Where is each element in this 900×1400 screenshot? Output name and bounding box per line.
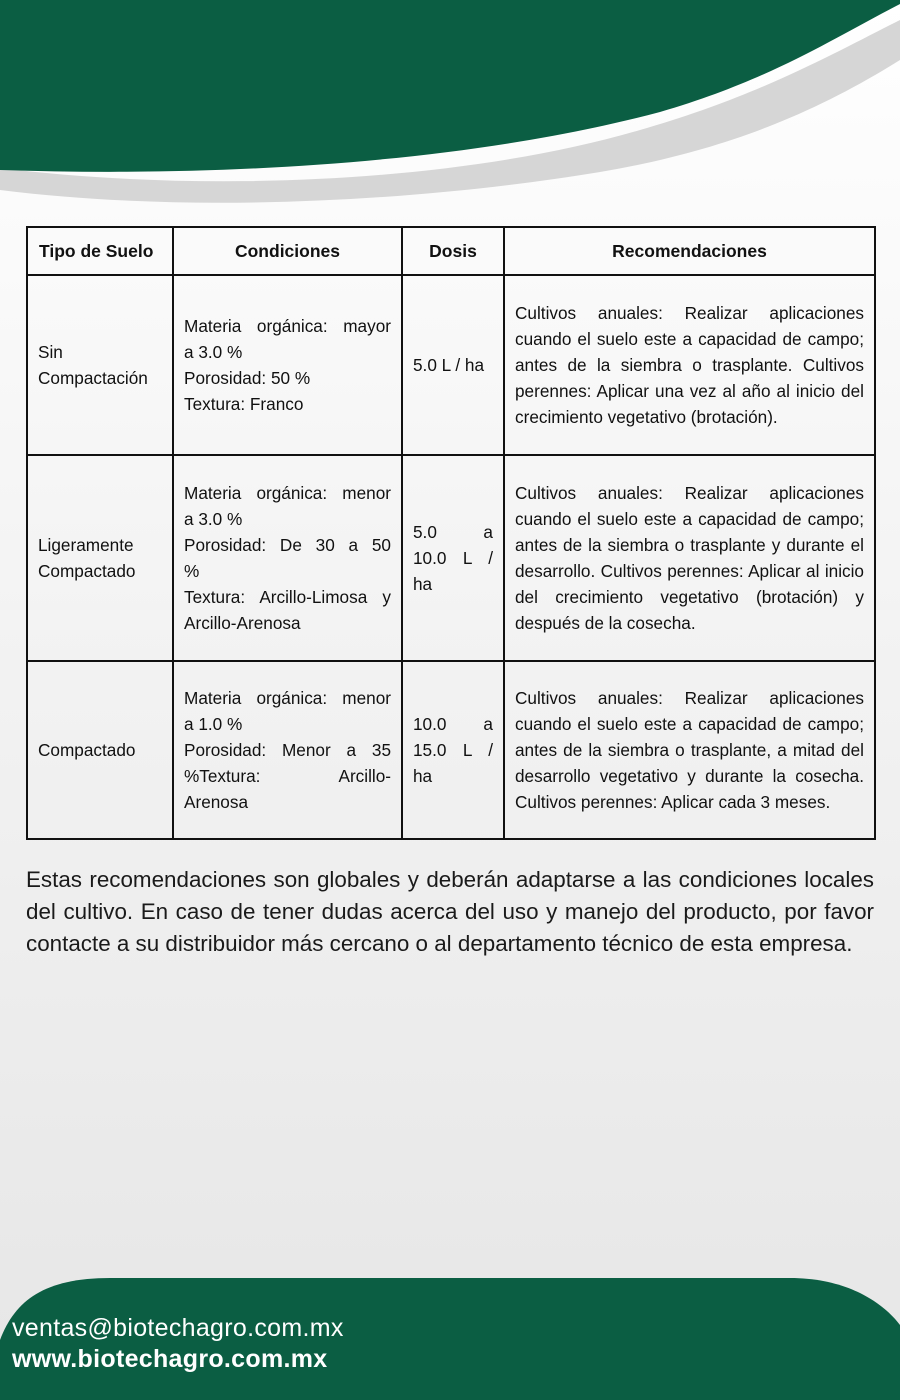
cell-condiciones <box>173 661 402 839</box>
cell-line: Textura: Franco <box>184 394 304 414</box>
cell-line: Arcillo-Arenosa <box>184 613 301 633</box>
cell-line: a 1.0 % <box>184 714 243 734</box>
cell-line: Materia orgánica: mayor <box>184 316 391 336</box>
dosage-table <box>26 226 876 840</box>
cell-line: 5.0 L / ha <box>413 355 485 375</box>
cell-tipo-suelo <box>27 661 173 839</box>
table-header-row <box>27 227 875 275</box>
cell-dosis <box>402 275 504 455</box>
table-row <box>27 661 875 839</box>
table-row <box>27 275 875 455</box>
cell-line: 15.0 L / <box>413 740 493 760</box>
cell-line: Materia orgánica: menor <box>184 688 391 708</box>
cell-line: Compactación <box>38 368 148 388</box>
cell-line: Ligeramente <box>38 535 134 555</box>
cell-line: a 3.0 % <box>184 342 243 362</box>
header-tipo-suelo: Tipo de Suelo <box>27 227 173 275</box>
cell-line: a 3.0 % <box>184 509 243 529</box>
cell-line: Textura: Arcillo-Limosa y <box>184 587 391 607</box>
header-wave <box>0 0 900 215</box>
cell-condiciones <box>173 455 402 661</box>
cell-line: Arenosa <box>184 792 249 812</box>
footer-email-link[interactable]: ventas@biotechagro.com.mx <box>12 1314 344 1342</box>
cell-line: Sin <box>38 342 63 362</box>
header-recomendaciones: Recomendaciones <box>504 227 875 275</box>
footer-website-link[interactable]: www.biotechagro.com.mx <box>12 1345 328 1373</box>
disclaimer-paragraph: Estas recomendaciones son globales y deberán adaptarse a las condiciones locales del cultivo. En caso de tener dudas acerca del uso y manejo del producto, por favor contacte a su distribuidor más cercano o al departamento técnico de esta empresa. <box>26 867 874 956</box>
cell-line: % <box>184 561 200 581</box>
cell-dosis <box>402 661 504 839</box>
cell-line: ha <box>413 766 433 786</box>
cell-line: Materia orgánica: menor <box>184 483 391 503</box>
cell-dosis <box>402 455 504 661</box>
cell-line: Porosidad: Menor a 35 <box>184 740 391 760</box>
cell-line: Porosidad: De 30 a 50 <box>184 535 391 555</box>
cell-line: 10.0 L / <box>413 548 493 568</box>
cell-recomendaciones: Cultivos anuales: Realizar aplicaciones cuando el suelo este a capacidad de campo; antes de la siembra o trasplante, a mitad del desarrollo vegetativo y durante la cosecha. Cultivos perennes: Aplicar cada 3 meses. <box>504 661 875 839</box>
header-dosis: Dosis <box>402 227 504 275</box>
cell-line: Compactado <box>38 561 136 581</box>
table-row <box>27 455 875 661</box>
header-condiciones: Condiciones <box>173 227 402 275</box>
cell-recomendaciones: Cultivos anuales: Realizar aplicaciones cuando el suelo este a capacidad de campo; antes de la siembra o trasplante y durante el desarrollo. Cultivos perennes: Aplicar al inicio del crecimiento vegetativo (brotación) y después de la cosecha. <box>504 455 875 661</box>
cell-line: Compactado <box>38 740 136 760</box>
cell-condiciones <box>173 275 402 455</box>
cell-recomendaciones: Cultivos anuales: Realizar aplicaciones cuando el suelo este a capacidad de campo; antes de la siembra o trasplante. Cultivos perennes: Aplicar una vez al año al inicio del crecimiento vegetativo (brotación). <box>504 275 875 455</box>
cell-line: ha <box>413 574 433 594</box>
dosage-table-container <box>26 226 874 840</box>
cell-line: 10.0 a <box>413 714 493 734</box>
cell-tipo-suelo <box>27 455 173 661</box>
cell-line: Porosidad: 50 % <box>184 368 311 388</box>
cell-line: %Textura: Arcillo- <box>184 766 391 786</box>
cell-tipo-suelo <box>27 275 173 455</box>
cell-line: 5.0 a <box>413 522 493 542</box>
